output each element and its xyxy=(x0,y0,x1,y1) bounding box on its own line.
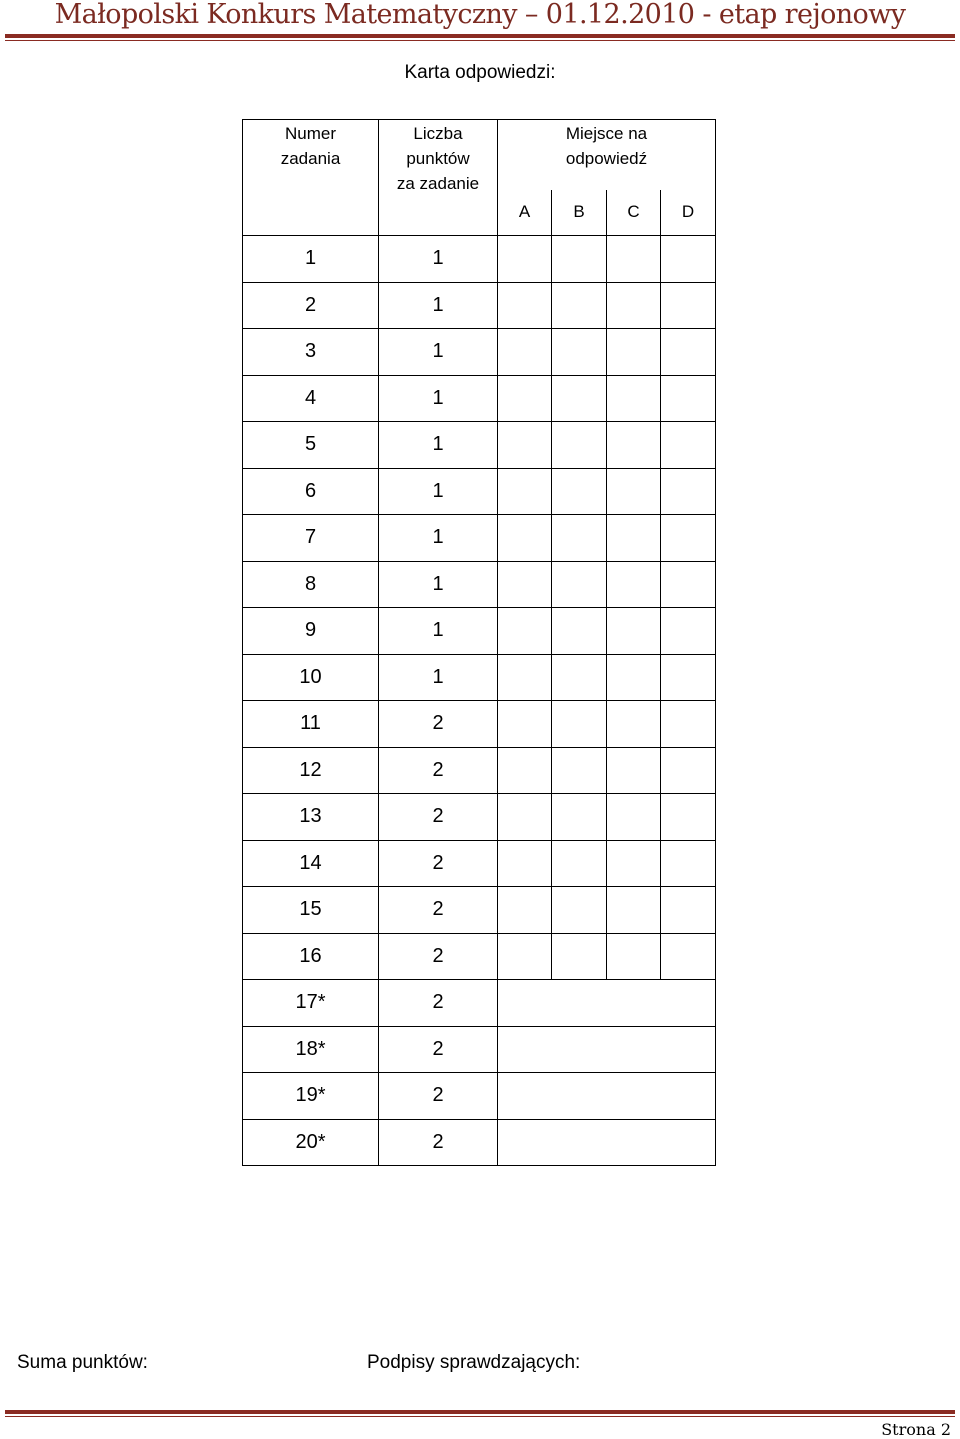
answer-box-a[interactable] xyxy=(498,282,552,329)
task-number-cell: 5 xyxy=(243,422,379,469)
answer-box-c[interactable] xyxy=(607,747,661,794)
open-answer-cell[interactable] xyxy=(498,1026,716,1073)
answer-box-c[interactable] xyxy=(607,561,661,608)
table-row xyxy=(243,608,716,655)
answer-box-d[interactable] xyxy=(661,515,716,562)
answer-box-d[interactable] xyxy=(661,422,716,469)
answer-box-a[interactable] xyxy=(498,887,552,934)
points-cell: 1 xyxy=(379,561,498,608)
answer-box-d[interactable] xyxy=(661,701,716,748)
points-cell: 1 xyxy=(379,654,498,701)
answer-letter-c: C xyxy=(607,190,661,236)
points-cell: 2 xyxy=(379,747,498,794)
answer-box-d[interactable] xyxy=(661,468,716,515)
points-cell: 1 xyxy=(379,515,498,562)
task-number-cell: 16 xyxy=(243,933,379,980)
task-number-cell: 20* xyxy=(243,1119,379,1166)
answer-box-b[interactable] xyxy=(552,608,607,655)
table-row xyxy=(243,980,716,1027)
answer-box-b[interactable] xyxy=(552,375,607,422)
answer-box-d[interactable] xyxy=(661,654,716,701)
points-cell: 2 xyxy=(379,701,498,748)
task-number-cell: 2 xyxy=(243,282,379,329)
answer-box-b[interactable] xyxy=(552,654,607,701)
answer-box-b[interactable] xyxy=(552,701,607,748)
header-line: Miejsce na xyxy=(565,124,648,143)
header-line: Liczba xyxy=(413,124,463,143)
task-number-cell: 12 xyxy=(243,747,379,794)
answer-box-d[interactable] xyxy=(661,887,716,934)
answer-box-d[interactable] xyxy=(661,747,716,794)
answer-box-b[interactable] xyxy=(552,747,607,794)
answer-box-c[interactable] xyxy=(607,329,661,376)
answer-box-a[interactable] xyxy=(498,933,552,980)
answer-box-a[interactable] xyxy=(498,375,552,422)
page-number: Strona 2 xyxy=(881,1420,951,1439)
answer-box-c[interactable] xyxy=(607,515,661,562)
table-row xyxy=(243,654,716,701)
answer-box-c[interactable] xyxy=(607,468,661,515)
answer-box-b[interactable] xyxy=(552,561,607,608)
answer-box-b[interactable] xyxy=(552,515,607,562)
table-row xyxy=(243,236,716,283)
answer-box-b[interactable] xyxy=(552,794,607,841)
points-cell: 2 xyxy=(379,1026,498,1073)
table-row xyxy=(243,887,716,934)
document-header-title: Małopolski Konkurs Matematyczny – 01.12.2010 - etap rejonowy xyxy=(54,0,906,30)
answer-box-a[interactable] xyxy=(498,747,552,794)
answer-letter-a: A xyxy=(498,190,552,236)
answer-box-a[interactable] xyxy=(498,468,552,515)
header-line: punktów xyxy=(406,149,470,168)
task-number-cell: 14 xyxy=(243,840,379,887)
column-header-task-number xyxy=(243,120,379,236)
points-cell: 1 xyxy=(379,422,498,469)
column-header-answer-place xyxy=(498,120,716,190)
table-row xyxy=(243,1119,716,1166)
points-cell: 2 xyxy=(379,840,498,887)
answer-box-c[interactable] xyxy=(607,654,661,701)
signatures-label: Podpisy sprawdzających: xyxy=(367,1352,581,1373)
table-row xyxy=(243,468,716,515)
open-answer-cell[interactable] xyxy=(498,1073,716,1120)
answer-box-a[interactable] xyxy=(498,608,552,655)
answer-box-d[interactable] xyxy=(661,375,716,422)
answer-box-b[interactable] xyxy=(552,282,607,329)
points-cell: 1 xyxy=(379,329,498,376)
answer-box-d[interactable] xyxy=(661,840,716,887)
task-number-cell: 3 xyxy=(243,329,379,376)
answer-letter-b: B xyxy=(552,190,607,236)
footer-divider xyxy=(5,1410,955,1417)
table-row xyxy=(243,561,716,608)
task-number-cell: 11 xyxy=(243,701,379,748)
answer-box-d[interactable] xyxy=(661,933,716,980)
answer-box-d[interactable] xyxy=(661,794,716,841)
table-row xyxy=(243,747,716,794)
points-cell: 2 xyxy=(379,933,498,980)
open-answer-cell[interactable] xyxy=(498,1119,716,1166)
answer-box-b[interactable] xyxy=(552,329,607,376)
task-number-cell: 19* xyxy=(243,1073,379,1120)
header-line: odpowiedź xyxy=(565,149,648,168)
points-cell: 2 xyxy=(379,980,498,1027)
answer-box-c[interactable] xyxy=(607,794,661,841)
points-cell: 2 xyxy=(379,887,498,934)
points-cell: 1 xyxy=(379,608,498,655)
answer-box-d[interactable] xyxy=(661,329,716,376)
header-line: zadania xyxy=(280,149,341,168)
points-cell: 2 xyxy=(379,794,498,841)
answer-box-d[interactable] xyxy=(661,608,716,655)
header-line: za zadanie xyxy=(396,174,480,193)
answer-box-c[interactable] xyxy=(607,608,661,655)
answer-box-c[interactable] xyxy=(607,282,661,329)
answer-box-d[interactable] xyxy=(661,236,716,283)
task-number-cell: 18* xyxy=(243,1026,379,1073)
answer-letter-d: D xyxy=(661,190,716,236)
points-cell: 1 xyxy=(379,282,498,329)
points-cell: 1 xyxy=(379,375,498,422)
answer-box-c[interactable] xyxy=(607,933,661,980)
header-divider xyxy=(5,34,955,41)
answer-box-a[interactable] xyxy=(498,329,552,376)
answer-box-a[interactable] xyxy=(498,701,552,748)
task-number-cell: 9 xyxy=(243,608,379,655)
points-cell: 2 xyxy=(379,1119,498,1166)
table-row xyxy=(243,422,716,469)
open-answer-cell[interactable] xyxy=(498,980,716,1027)
task-number-cell: 8 xyxy=(243,561,379,608)
task-number-cell: 4 xyxy=(243,375,379,422)
table-row xyxy=(243,1073,716,1120)
answer-box-b[interactable] xyxy=(552,468,607,515)
answer-box-c[interactable] xyxy=(607,236,661,283)
task-number-cell: 13 xyxy=(243,794,379,841)
table-row xyxy=(243,840,716,887)
answer-box-c[interactable] xyxy=(607,840,661,887)
answer-sheet-title: Karta odpowiedzi: xyxy=(404,62,556,83)
table-row xyxy=(243,701,716,748)
table-row xyxy=(243,515,716,562)
answer-box-c[interactable] xyxy=(607,701,661,748)
task-number-cell: 17* xyxy=(243,980,379,1027)
points-cell: 1 xyxy=(379,468,498,515)
answer-box-d[interactable] xyxy=(661,561,716,608)
answer-box-c[interactable] xyxy=(607,375,661,422)
answer-box-a[interactable] xyxy=(498,654,552,701)
answer-box-b[interactable] xyxy=(552,422,607,469)
answer-box-a[interactable] xyxy=(498,794,552,841)
answer-box-a[interactable] xyxy=(498,561,552,608)
table-row xyxy=(243,1026,716,1073)
answer-box-d[interactable] xyxy=(661,282,716,329)
task-number-cell: 7 xyxy=(243,515,379,562)
points-sum-label: Suma punktów: xyxy=(17,1352,148,1373)
task-number-cell: 15 xyxy=(243,887,379,934)
answer-box-a[interactable] xyxy=(498,236,552,283)
table-row xyxy=(243,375,716,422)
answer-box-a[interactable] xyxy=(498,840,552,887)
answer-box-c[interactable] xyxy=(607,422,661,469)
table-row xyxy=(243,282,716,329)
table-row xyxy=(243,933,716,980)
task-number-cell: 6 xyxy=(243,468,379,515)
answer-table xyxy=(242,119,716,1166)
answer-box-a[interactable] xyxy=(498,422,552,469)
answer-box-b[interactable] xyxy=(552,236,607,283)
answer-box-a[interactable] xyxy=(498,515,552,562)
task-number-cell: 1 xyxy=(243,236,379,283)
task-number-cell: 10 xyxy=(243,654,379,701)
answer-box-b[interactable] xyxy=(552,933,607,980)
table-row xyxy=(243,794,716,841)
table-row xyxy=(243,329,716,376)
points-cell: 1 xyxy=(379,236,498,283)
answer-box-b[interactable] xyxy=(552,840,607,887)
answer-box-c[interactable] xyxy=(607,887,661,934)
column-header-points xyxy=(379,120,498,236)
answer-box-b[interactable] xyxy=(552,887,607,934)
points-cell: 2 xyxy=(379,1073,498,1120)
header-line: Numer xyxy=(284,124,336,143)
